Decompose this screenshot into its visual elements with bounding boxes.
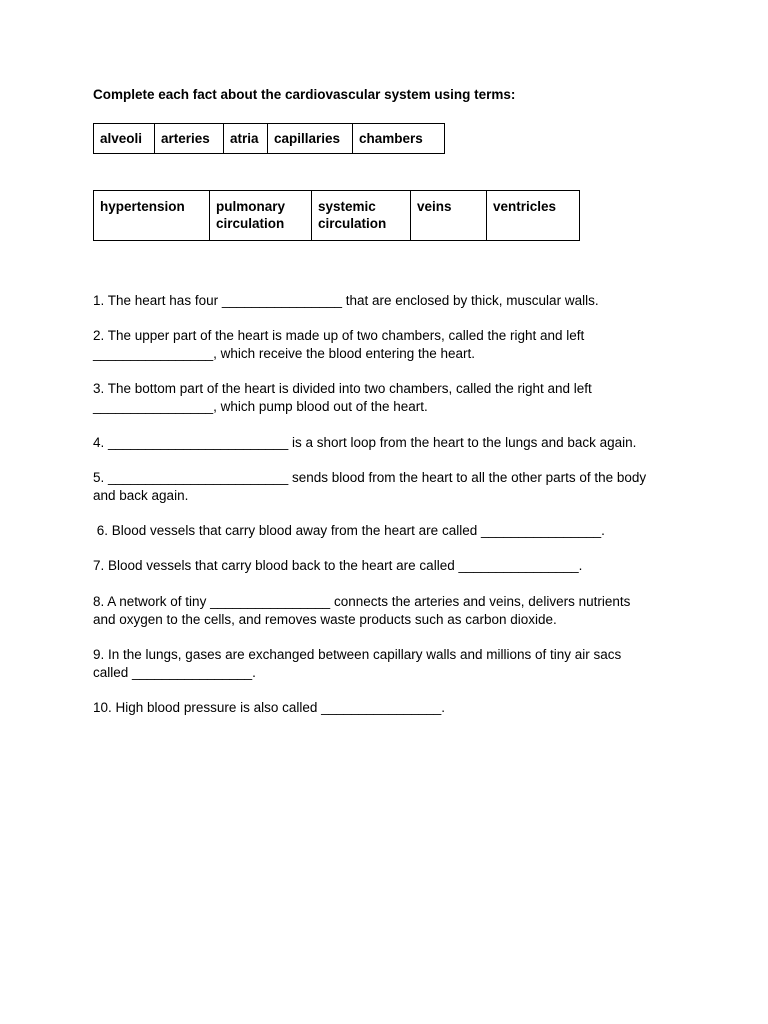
term-cell: arteries (155, 124, 224, 154)
instructions-heading: Complete each fact about the cardiovascular system using terms: (93, 87, 516, 102)
term-cell: alveoli (94, 124, 155, 154)
question-6: 6. Blood vessels that carry blood away from the heart are called ________________. (93, 523, 605, 538)
question-10: 10. High blood pressure is also called ________________. (93, 700, 446, 715)
term-cell: veins (411, 191, 487, 241)
question-2: 2. The upper part of the heart is made up of two chambers, called the right and left ________________, which receive the blood entering the heart. (93, 328, 585, 361)
term-cell: capillaries (268, 124, 353, 154)
question-8: 8. A network of tiny ________________ connects the arteries and veins, delivers nutrients and oxygen to the cells, and removes waste products such as carbon dioxide. (93, 594, 631, 627)
term-cell: chambers (353, 124, 445, 154)
question-1: 1. The heart has four ________________ that are enclosed by thick, muscular walls. (93, 293, 599, 308)
question-7: 7. Blood vessels that carry blood back to the heart are called ________________. (93, 558, 583, 573)
term-cell: atria (224, 124, 268, 154)
question-3: 3. The bottom part of the heart is divided into two chambers, called the right and left ________________, which pump blood out of the heart. (93, 381, 592, 414)
word-bank-table-2 (93, 190, 580, 241)
term-cell: hypertension (94, 191, 210, 241)
question-5: 5. ________________________ sends blood from the heart to all the other parts of the body and back again. (93, 470, 647, 503)
question-4: 4. ________________________ is a short loop from the heart to the lungs and back again. (93, 435, 637, 450)
word-bank-table-1 (93, 123, 445, 154)
term-cell: pulmonary circulation (210, 191, 312, 241)
term-cell: ventricles (487, 191, 580, 241)
term-cell: systemic circulation (312, 191, 411, 241)
question-9: 9. In the lungs, gases are exchanged between capillary walls and millions of tiny air sacs called ________________. (93, 647, 622, 680)
